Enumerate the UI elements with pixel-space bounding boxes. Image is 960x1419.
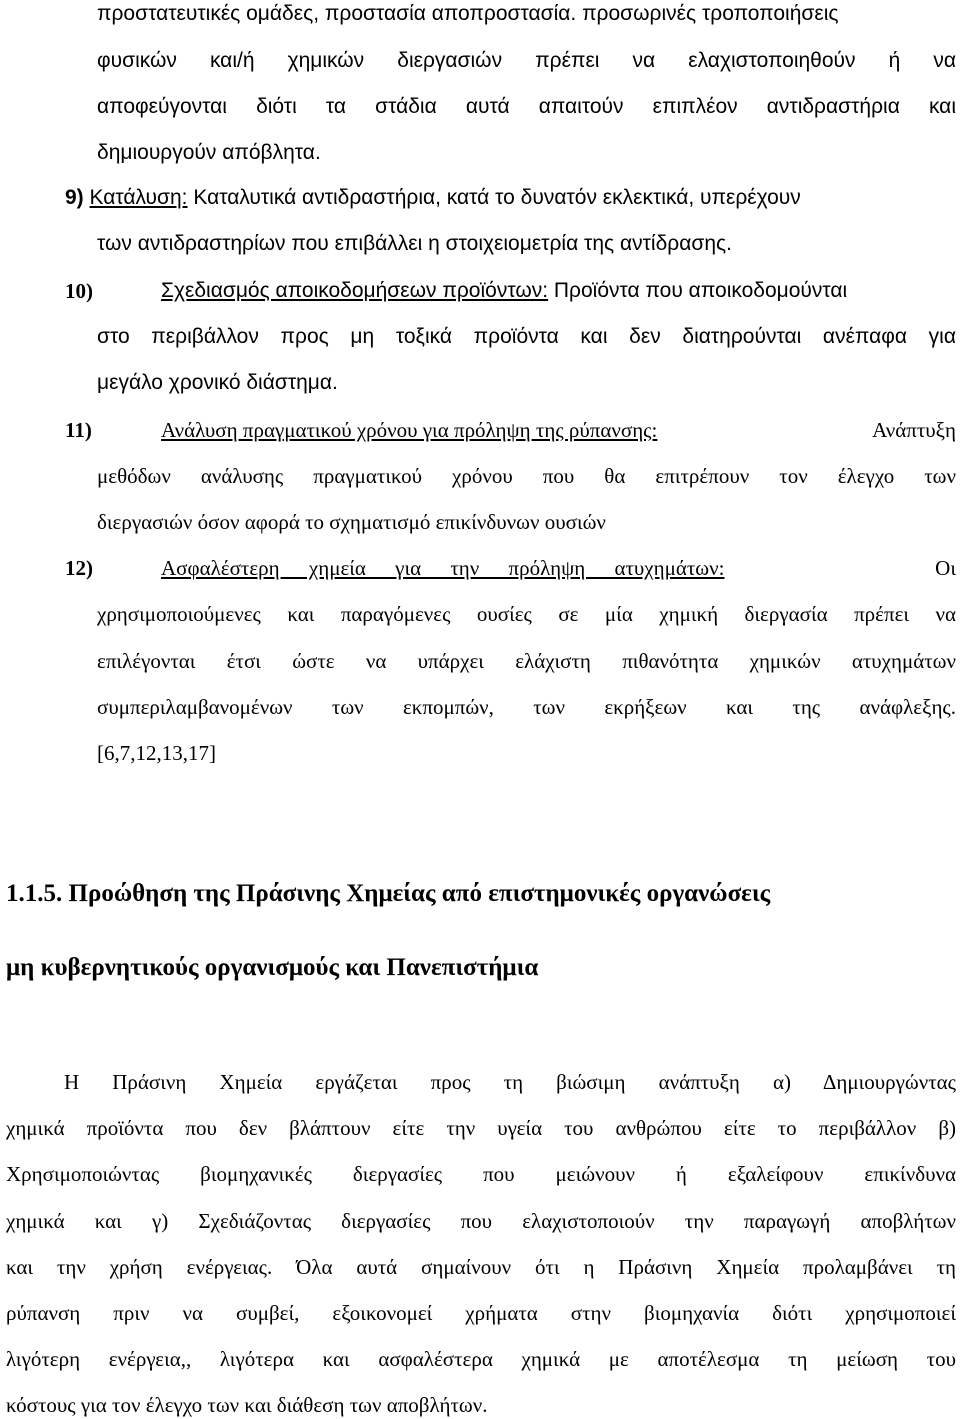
para-bottom-line-4: χημικά και γ) Σχεδιάζοντας διεργασίες που ελαχιστοποιούν την παραγωγή αποβλήτων — [6, 1209, 956, 1233]
section-heading-text-2: μη κυβερνητικούς οργανισμούς και Πανεπιστήμια — [6, 954, 539, 981]
para-top-line-4: δημιουργούν απόβλητα. — [97, 141, 321, 164]
item-12-title: Ασφαλέστερη χημεία για την πρόληψη ατυχημάτων: — [161, 556, 725, 580]
para-bottom-line-8: κόστους για τον έλεγχο των και διάθεση των αποβλήτων. — [6, 1393, 488, 1417]
item-11-number-line — [65, 418, 92, 442]
item-11-title: Ανάλυση πραγματικού χρόνου για πρόληψη της ρύπανσης: — [161, 418, 658, 442]
item-12-number: 12) — [65, 556, 93, 580]
item-9-line-1 — [65, 186, 801, 210]
item-12-text: Οι — [935, 556, 956, 580]
para-top-line-1-text: προστατευτικές ομάδες, προστασία αποπροστασία. προσωρινές τροποποιήσεις — [97, 2, 839, 25]
para-bottom-line-5: και την χρήση ενέργειας. Όλα αυτά σημαίνουν ότι η Πράσινη Χημεία προλαμβάνει τη — [6, 1255, 956, 1279]
item-10-line-1 — [65, 279, 93, 304]
item-10-number: 10) — [65, 279, 93, 303]
item-12-references: [6,7,12,13,17] — [97, 741, 216, 765]
item-9-number: 9) — [65, 186, 84, 209]
item-10-line-3: μεγάλο χρονικό διάστημα. — [97, 371, 338, 394]
item-11-number: 11) — [65, 418, 92, 442]
para-bottom-line-6: ρύπανση πριν να συμβεί, εξοικονομεί χρήματα στην βιομηχανία διότι χρησιμοποιεί — [6, 1301, 956, 1325]
section-heading-line-1 — [6, 879, 770, 909]
item-9-line-2: των αντιδραστηρίων που επιβάλλει η στοιχειομετρία της αντίδρασης. — [97, 232, 732, 255]
para-bottom-line-3: Χρησιμοποιώντας βιομηχανικές διεργασίες που μειώνουν ή εξαλείφουν επικίνδυνα — [6, 1162, 956, 1186]
section-heading-line-2 — [6, 953, 538, 983]
item-10-title: Σχεδιασμός αποικοδομήσεων προϊόντων: — [161, 279, 549, 302]
item-10-line-1-body — [161, 279, 847, 303]
item-10-text: Προϊόντα που αποικοδομούνται — [548, 279, 848, 302]
item-12-line-4: συμπεριλαμβανομένων των εκπομπών, των εκρήξεων και της ανάφλεξης. — [97, 695, 956, 719]
para-top-line-3: αποφεύγονται διότι τα στάδια αυτά απαιτούν επιπλέον αντιδραστήρια και — [97, 95, 956, 118]
item-12-line-1 — [161, 556, 956, 580]
para-top-line-2: φυσικών και/ή χημικών διεργασιών πρέπει να ελαχιστοποιηθούν ή να — [97, 49, 956, 72]
item-11-text: Ανάπτυξη — [872, 418, 956, 442]
item-12-number-line — [65, 556, 93, 580]
item-12-line-2: χρησιμοποιούμενες και παραγόμενες ουσίες σε μία χημική διεργασία πρέπει να — [97, 602, 956, 626]
item-10-line-2: στο περιβάλλον προς μη τοξικά προϊόντα και δεν διατηρούνται ανέπαφα για — [97, 325, 956, 348]
item-9-text: Καταλυτικά αντιδραστήρια, κατά το δυνατόν εκλεκτικά, υπερέχουν — [187, 186, 801, 209]
section-heading-text-1: 1.1.5. Προώθηση της Πράσινης Χημείας από επιστημονικές οργανώσεις — [6, 880, 771, 907]
para-top-line-1 — [97, 2, 956, 26]
item-11-line-1 — [161, 418, 956, 442]
item-9-title: Κατάλυση: — [89, 186, 188, 209]
para-bottom-line-2: χημικά προϊόντα που δεν βλάπτουν είτε την υγεία του ανθρώπου είτε το περιβάλλον β) — [6, 1116, 956, 1140]
item-12-line-3: επιλέγονται έτσι ώστε να υπάρχει ελάχιστη πιθανότητα χημικών ατυχημάτων — [97, 649, 956, 673]
para-bottom-line-1: Η Πράσινη Χημεία εργάζεται προς τη βιώσιμη ανάπτυξη α) Δημιουργώντας — [64, 1070, 956, 1094]
para-bottom-line-7: λιγότερη ενέργεια,, λιγότερα και ασφαλέστερα χημικά με αποτέλεσμα τη μείωση του — [6, 1347, 956, 1371]
item-11-line-3: διεργασιών όσον αφορά το σχηματισμό επικίνδυνων ουσιών — [97, 510, 606, 534]
item-11-line-2: μεθόδων ανάλυσης πραγματικού χρόνου που θα επιτρέπουν τον έλεγχο των — [97, 464, 956, 488]
